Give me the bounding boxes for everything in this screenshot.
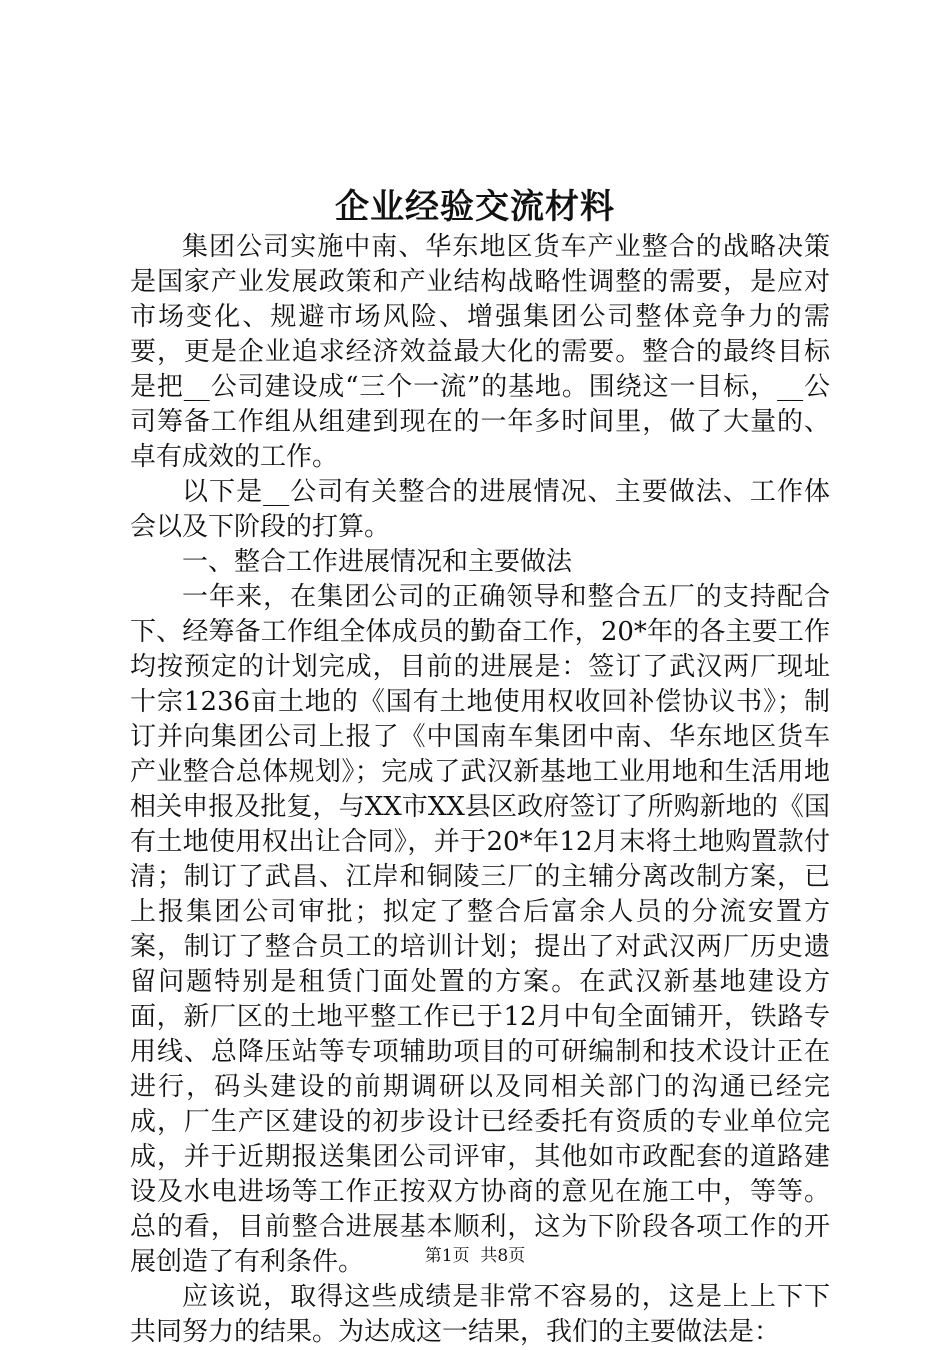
page-footer: [0, 1244, 950, 1268]
paragraph-intro: 集团公司实施中南、华东地区货车产业整合的战略决策是国家产业发展政策和产业结构战略性调整的需要，是应对市场变化、规避市场风险、增强集团公司整体竞争力的需要，更是企业追求经济效益最大化的需要。整合的最终目标是把__公司建设成“三个一流”的基地。围绕这一目标，__公司筹备工作组从组建到现在的一年多时间里，做了大量的、卓有成效的工作。: [130, 232, 830, 472]
document-body: [130, 230, 830, 1350]
paragraph-methods: 应该说，取得这些成绩是非常不容易的，这是上上下下共同努力的结果。为达成这一结果，我们的主要做法是：: [130, 1282, 830, 1347]
document-title: 企业经验交流材料: [335, 187, 615, 227]
page-total: 共8页: [480, 1246, 526, 1266]
section-heading: 一、整合工作进展情况和主要做法: [182, 547, 573, 577]
paragraph-progress: 一年来，在集团公司的正确领导和整合五厂的支持配合下、经筹备工作组全体成员的勤奋工作，20*年的各主要工作均按预定的计划完成，目前的进展是：签订了武汉两厂现址十宗1236亩土地的《国有土地使用权收回补偿协议书》；制订并向集团公司上报了《中国南车集团中南、华东地区货车产业整合总体规划》；完成了武汉新基地工业用地和生活用地相关申报及批复，与XX市XX县区政府签订了所购新地的《国有土地使用权出让合同》，并于20*年12月末将土地购置款付清；制订了武昌、江岸和铜陵三厂的主辅分离改制方案，已上报集团公司审批；拟定了整合后富余人员的分流安置方案，制订了整合员工的培训计划；提出了对武汉两厂历史遗留问题特别是租赁门面处置的方案。在武汉新基地建设方面，新厂区的土地平整工作已于12月中旬全面铺开，铁路专用线、总降压站等专项辅助项目的可研编制和技术设计正在进行，码头建设的前期调研以及同相关部门的沟通已经完成，厂生产区建设的初步设计已经委托有资质的专业单位完成，并于近期报送集团公司评审，其他如市政配套的道路建设及水电进场等工作正按双方协商的意见在施工中，等等。总的看，目前整合进展基本顺利，这为下阶段各项工作的开展创造了有利条件。: [130, 582, 830, 1277]
paragraph-overview: 以下是__公司有关整合的进展情况、主要做法、工作体会以及下阶段的打算。: [130, 477, 830, 542]
page-number: 第1页: [424, 1246, 470, 1266]
